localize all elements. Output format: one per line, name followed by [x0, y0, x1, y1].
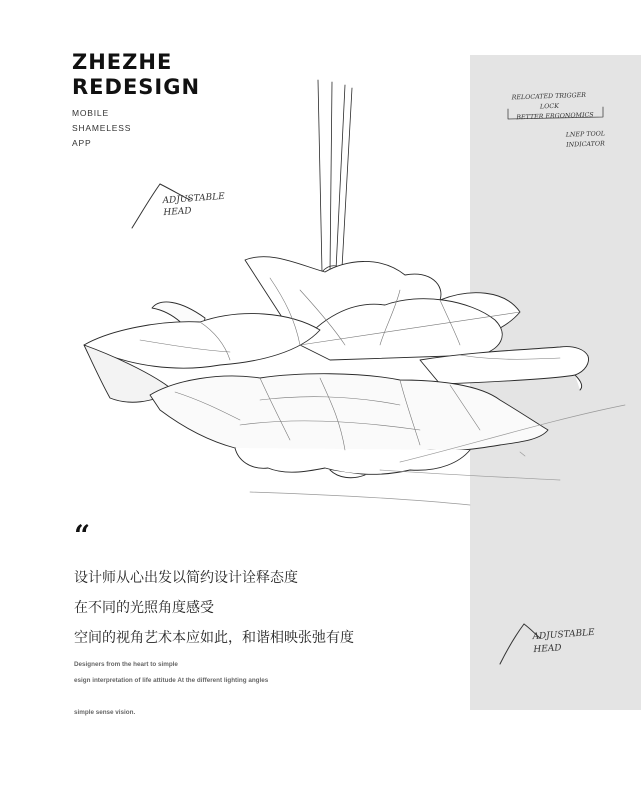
quote-mark-icon: “ [74, 519, 91, 552]
note-adjustable-head-left: ADJUSTABLE HEAD [162, 191, 226, 219]
en-line-1: Designers from the heart to simple [74, 661, 178, 668]
english-caption [74, 657, 268, 721]
title-line-1: ZHEZHE [72, 50, 173, 74]
chinese-quote [74, 563, 354, 653]
en-line-3 [74, 689, 268, 705]
subtitle-mobile: MOBILE [72, 108, 109, 118]
en-line-2: esign interpretation of life attitude At the different lighting angles [74, 677, 269, 684]
subtitle-app: APP [72, 138, 92, 148]
zh-line-2: 在不同的光照角度感受 [74, 600, 214, 616]
note-tool-indicator: LNEP TOOL INDICATOR [565, 130, 606, 149]
note-relocated-trigger: RELOCATED TRIGGER LOCK BETTER ERGONOMICS [511, 91, 594, 122]
subtitle-shameless: SHAMELESS [72, 123, 132, 133]
lamp-body [84, 257, 588, 478]
en-line-4: simple sense vision. [74, 709, 136, 716]
note-adjustable-head-right: ADJUSTABLE HEAD [532, 627, 596, 656]
zh-line-1: 设计师从心出发以简约设计诠释态度 [74, 570, 298, 586]
title-line-2: REDESIGN [72, 75, 201, 99]
zh-line-3: 空间的视角艺术本应如此，和谐相映张弛有度 [74, 630, 354, 646]
suspension-cables [318, 80, 352, 272]
